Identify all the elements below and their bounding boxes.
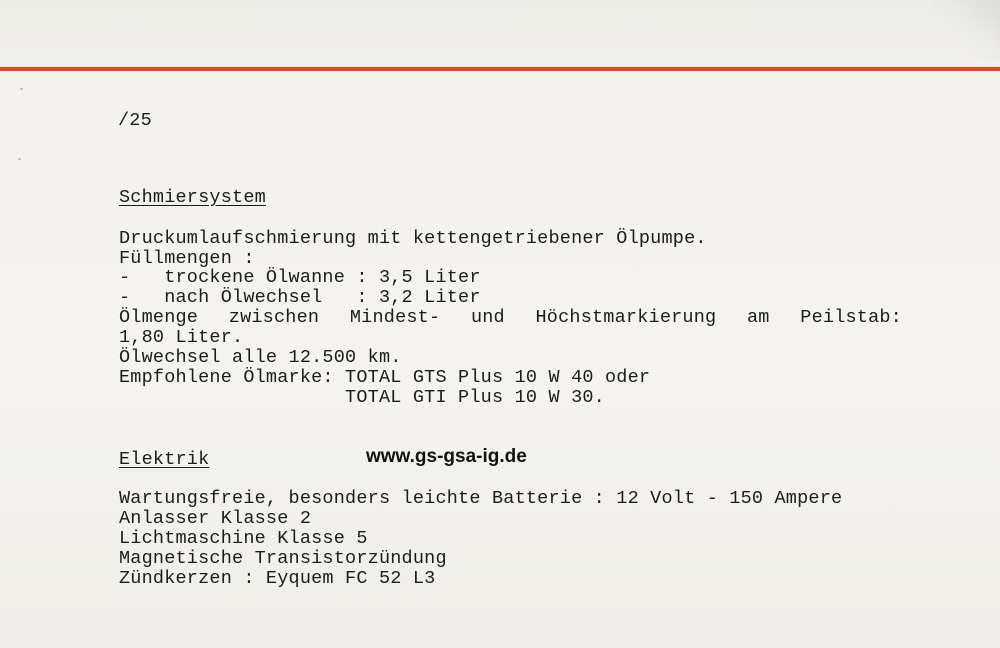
text-line: TOTAL GTI Plus 10 W 30. xyxy=(119,387,605,408)
text-line: Ölwechsel alle 12.500 km. xyxy=(119,347,402,368)
text-line: Zündkerzen : Eyquem FC 52 L3 xyxy=(119,568,436,589)
word: Mindest- xyxy=(349,307,441,328)
text-line: 1,80 Liter. xyxy=(119,327,244,348)
section-heading-schmiersystem: Schmiersystem xyxy=(119,187,266,208)
page-corner-shadow xyxy=(930,0,1000,60)
text-line: Anlasser Klasse 2 xyxy=(119,508,312,529)
word: Höchstmarkierung xyxy=(535,307,717,328)
website-watermark: www.gs-gsa-ig.de xyxy=(366,446,527,467)
paper-speck xyxy=(18,158,21,160)
word: Ölmenge xyxy=(119,307,199,328)
word: Peilstab: xyxy=(800,307,902,328)
text-line: Lichtmaschine Klasse 5 xyxy=(119,528,368,549)
text-line: Druckumlaufschmierung mit kettengetriebener Ölpumpe. xyxy=(119,228,707,249)
text-line: - nach Ölwechsel : 3,2 Liter xyxy=(119,287,481,308)
word: und xyxy=(470,307,505,328)
page-number: /25 xyxy=(118,110,152,131)
text-line: Füllmengen : xyxy=(119,248,255,269)
text-line: Magnetische Transistorzündung xyxy=(119,548,447,569)
text-line: - trockene Ölwanne : 3,5 Liter xyxy=(119,267,481,288)
paper-speck xyxy=(20,88,23,90)
text-line: Wartungsfreie, besonders leichte Batterie : 12 Volt - 150 Ampere xyxy=(119,488,843,509)
justified-text-line xyxy=(119,308,902,328)
text-line: Empfohlene Ölmarke: TOTAL GTS Plus 10 W 40 oder xyxy=(119,367,651,388)
section-heading-elektrik: Elektrik xyxy=(119,449,210,470)
word: am xyxy=(747,307,770,328)
word: zwischen xyxy=(228,307,320,328)
red-header-rule xyxy=(0,67,1000,71)
